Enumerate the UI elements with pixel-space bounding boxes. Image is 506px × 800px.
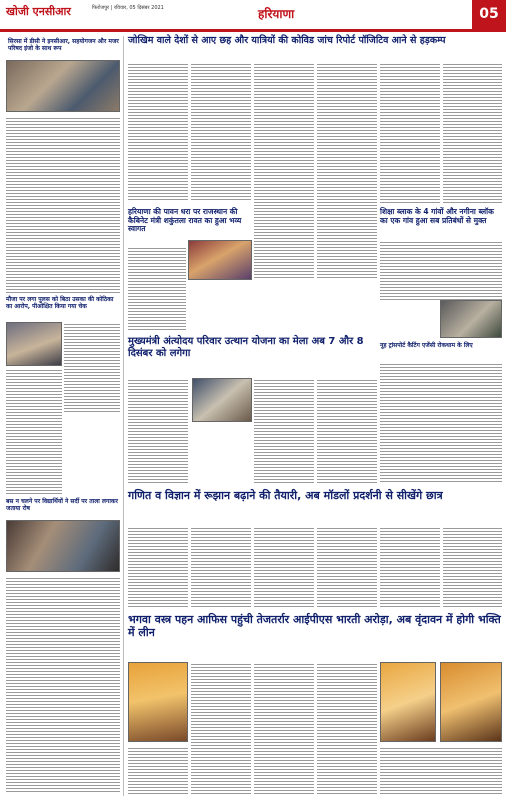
ips-officer-photo-left — [128, 662, 188, 742]
meeting-photo — [6, 60, 120, 112]
minister-welcome-headline: हरियाणा की पावन धरा पर राजस्थान की कैबिनेट मंत्री शकुंतला रावत का हुआ भव्य स्वागत — [128, 207, 242, 234]
column-divider — [123, 36, 124, 796]
maths-body-b — [191, 526, 251, 608]
lead-body-text-b — [191, 62, 251, 202]
dateline: फिरोजपुर | रविवार, 05 दिसंबर 2021 — [92, 5, 164, 11]
minister-body-text — [128, 246, 186, 330]
right-small-body — [380, 362, 502, 484]
protest-photo — [6, 520, 120, 572]
masthead — [0, 0, 506, 32]
antyodaya-body-b — [254, 378, 314, 484]
maths-body-a — [128, 526, 188, 608]
left-column-headline-1: मौजा पर लगा पुलस को बिठा उसका की कोठिका का आरोप, पीओक्षित किया गया चेक — [6, 296, 114, 311]
maths-body-d — [317, 526, 377, 608]
village-blocks-body — [380, 240, 502, 300]
ips-officer-photo-portrait — [440, 662, 502, 742]
lead-body-text-c — [254, 62, 314, 278]
antyodaya-headline: मुख्यमंत्री अंत्योदय परिवार उत्थान योजना का मेला अब 7 और 8 दिसंबर को लगेगा — [128, 336, 364, 359]
student-photo-1 — [6, 322, 62, 366]
page-number: 05 — [472, 0, 506, 29]
maths-body-e — [380, 526, 440, 608]
antyodaya-body-c — [317, 378, 377, 484]
right-story-photo — [440, 300, 502, 338]
ips-body-b — [191, 662, 251, 794]
left-body-text-4 — [6, 576, 120, 794]
ips-body-e — [380, 746, 502, 794]
village-blocks-headline: शिक्षा ब्लाक के 4 गांवों और नगीना ब्लॉक का एक गांव हुआ सब प्रतिबंधों से मुक्त — [380, 207, 494, 225]
lead-body-text-a — [128, 62, 188, 202]
lead-body-text-e — [380, 62, 440, 204]
antyodaya-body-a — [128, 378, 188, 484]
maths-body-c — [254, 526, 314, 608]
lead-body-text-f — [443, 62, 502, 204]
ips-officer-photo-right — [380, 662, 436, 742]
ips-officer-headline: भगवा वस्त्र पहन आफिस पहुंची तेजतर्रार आईपीएस भारती अरोड़ा, अब वृंदावन में होगी भक्ति में लीन — [128, 613, 501, 639]
maths-science-headline: गणित व विज्ञान में रूझान बढ़ाने की तैयारी, अब मॉडलों प्रदर्शनी से सीखेंगे छात्र — [128, 489, 443, 502]
ips-body-a — [128, 746, 188, 794]
ips-body-d — [317, 662, 377, 794]
section-name: हरियाणा — [258, 7, 295, 21]
minister-photo — [188, 240, 252, 280]
left-body-text-2 — [64, 322, 120, 414]
right-small-headline: नूह ट्रांसपोर्ट कैटिंग एजेंसी रोकथाम के लिए — [380, 342, 473, 349]
maths-body-f — [443, 526, 502, 608]
left-column-headline-2: बस न चलने पर विद्यार्थियों ने सर्दी पर ताला लगाकर जताया रोष — [6, 498, 118, 513]
top-left-box-headline: सिरसा में डीसी ने इनसीआर, सहयोगजन और मजर परिषद इंजो के साथ रूप — [8, 38, 119, 53]
left-body-text-1 — [6, 116, 120, 294]
antyodaya-photo — [192, 378, 252, 422]
lead-headline: जोखिम वाले देशों से आए छह और यात्रियों की कोविड जांच रिपोर्ट पॉजिटिव आने से हड़कम्प — [128, 35, 446, 46]
ips-body-c — [254, 662, 314, 794]
left-body-text-3 — [6, 368, 62, 494]
newspaper-brand: खोजी एनसीआर — [6, 5, 71, 18]
lead-body-text-d — [317, 62, 377, 278]
